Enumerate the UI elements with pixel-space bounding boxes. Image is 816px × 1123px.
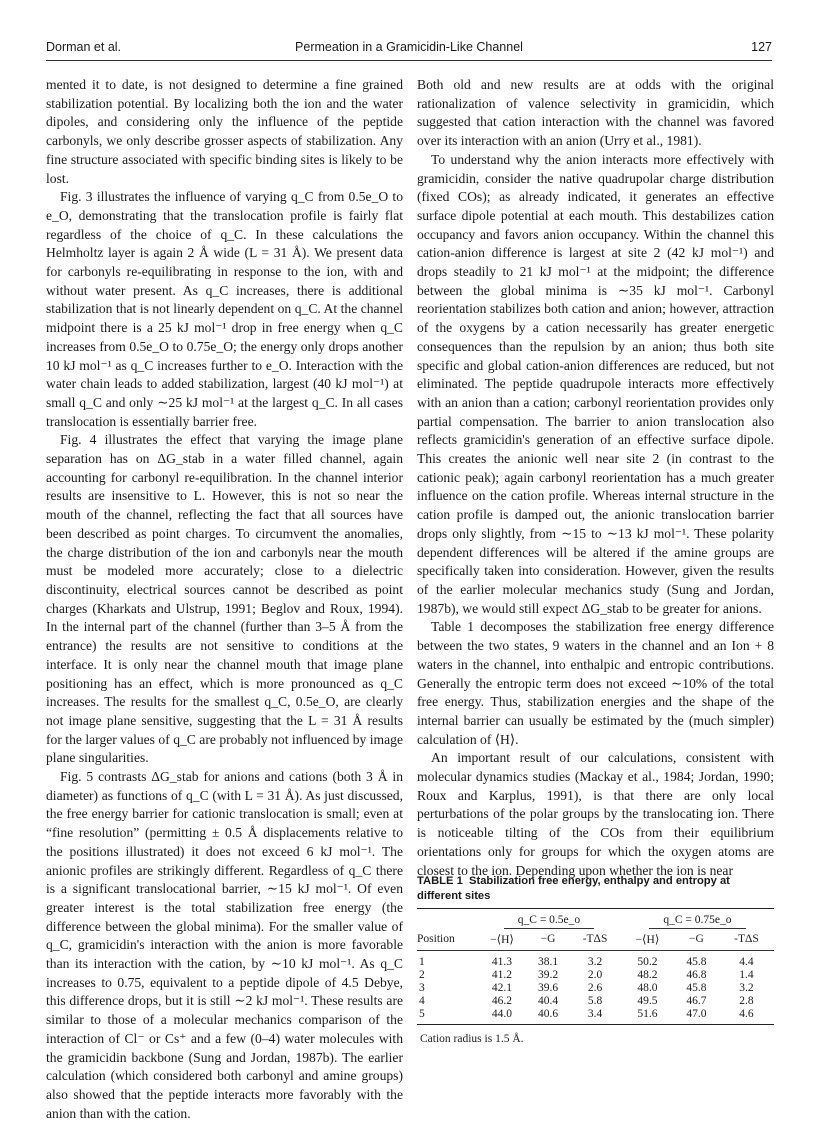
table-group-header-row xyxy=(417,909,774,930)
table-caption-text: Stabilization free energy, enthalpy and entropy at different sites xyxy=(417,875,730,902)
header-authors: Dorman et al. xyxy=(46,40,122,54)
table-header-row xyxy=(417,929,774,951)
column-header: -TΔS xyxy=(719,929,774,951)
table-label: TABLE 1 xyxy=(417,875,463,887)
table-row: 1 41.3 38.1 3.2 50.2 45.8 4.4 xyxy=(419,955,754,968)
table-row: 3 42.1 39.6 2.6 48.0 45.8 3.2 xyxy=(419,981,754,994)
group-header-qc-075: q_C = 0.75e_o xyxy=(621,909,774,930)
table-caption xyxy=(417,874,774,904)
header-title: Permeation in a Gramicidin-Like Channel xyxy=(295,40,523,54)
table-row: 2 41.2 39.2 2.0 48.2 46.8 1.4 xyxy=(419,968,754,981)
running-header xyxy=(46,40,772,58)
paragraph: Both old and new results are at odds with the original rationalization of valence selectivity in gramicidin, which suggested that cation interaction with the channel was favored over its interaction with an anion (Urry et al., 1981). xyxy=(417,77,774,149)
right-column xyxy=(417,76,774,880)
paragraph: Table 1 decomposes the stabilization free energy difference between the two states, 9 waters in the channel and an Ion + 8 waters in the channel, into enthalpic and entropic contributions. Generally the entropic term does not exceed ∼10% of the total free energy. Thus, stabilization energies and the shape of the internal barrier can usually be estimated by the (much simpler) calculation of ⟨H⟩. xyxy=(417,619,774,747)
data-table xyxy=(417,908,774,1025)
header-rule xyxy=(46,60,772,61)
column-header: -TΔS xyxy=(569,929,621,951)
paragraph: Fig. 5 contrasts ΔG_stab for anions and cations (both 3 Å in diameter) as functions of q_C (with L = 31 Å). As just discussed, the free energy barrier for cationic translocation is small; even at “fine resolution” (permitting ± 0.5 Å displacements relative to the positions illustrated) it does not exceed 6 kJ mol⁻¹. The anionic profiles are strikingly different. Regardless of q_C there is a significant translocational barrier, ∼15 kJ mol⁻¹. Of even greater interest is the total stabilization free energy (the difference between the global minima). For the smaller value of q_C, gramicidin's interaction with the anion is more favorable than its interaction with the cation, by ∼10 kJ mol⁻¹. As q_C increases to 0.75, equivalent to a peptide dipole of 4.5 Debye, this difference drops, but it is still ∼2 kJ mol⁻¹. These results are similar to those of a molecular mechanics comparison of the interaction of Cl⁻ or Cs⁺ and a few (0–4) water molecules with the gramicidin backbone (Sung and Jordan, 1987b). The earlier calculation (which considered both carbonyl and amine groups) also showed that the peptide interacts more favorably with the anion than with the cation. xyxy=(46,769,403,1121)
column-header: −⟨H⟩ xyxy=(477,929,527,951)
page-number: 127 xyxy=(751,40,772,54)
paragraph: An important result of our calculations, consistent with molecular dynamics studies (Mackay et al., 1984; Jordan, 1990; Roux and Karplus, 1991), is that there are only local perturbations of the polar groups by the translocating ion. There is noticeable tilting of the COs from their equilibrium orientations only for groups for which the oxygen atoms are closest to the ion. Depending upon whether the ion is near xyxy=(417,750,774,878)
table-row: 5 44.0 40.6 3.4 51.6 47.0 4.6 xyxy=(417,1007,774,1025)
paragraph: Fig. 4 illustrates the effect that varying the image plane separation has on ΔG_stab in a water filled channel, again accounting for carbonyl re-equilibration. In the channel interior results are insensitive to L. However, this is not so near the mouth of the channel, reflecting the fact that all sources have been described as point charges. To circumvent the anomalies, the charge distribution of the ion and carbonyls near the mouth must be modeled more accurately; close to a dielectric discontinuity, electrical sources cannot be described as point charges (Kharkats and Ulstrup, 1991; Beglov and Roux, 1994). In the internal part of the channel (further than 3–5 Å from the entrance) the results are not sensitive to conditions at the interface. It is only near the channel mouth that image plane positioning has an effect, which is more pronounced as q_C increases. The results for the smallest q_C, 0.5e_O, are clearly not image plane sensitive, suggesting that the L = 31 Å results for the larger values of q_C are probably not influenced by image plane singularities. xyxy=(46,432,403,766)
group-header-qc-05: q_C = 0.5e_o xyxy=(477,909,621,930)
column-header: −G xyxy=(674,929,719,951)
paragraph: To understand why the anion interacts more effectively with gramicidin, consider the native quadrupolar charge distribution (fixed COs); as already indicated, it generates an effective surface dipole potential at each mouth. This destabilizes cation occupancy and favors anion occupancy. Within the channel this cation-anion difference is largest at site 2 (42 kJ mol⁻¹) and drops steadily to 21 kJ mol⁻¹ at the midpoint; the difference between the global minima is ∼35 kJ mol⁻¹. Carbonyl reorientation stabilizes both cation and anion; however, attraction of the oxygens by a cation necessarily has greater energetic consequences than the repulsion by an anion; thus both site specific and global cation-anion differences are reduced, but not eliminated. The peptide quadrupole interacts more effectively with an anion than a cation; carbonyl reorientation provides only partial compensation. The barrier to anion translocation also reflects gramicidin's generation of an effective surface dipole. This creates the anionic well near site 2 (in contrast to the cationic peak); again carbonyl reorientation has a much greater influence on the cation profile. Whereas internal structure in the cation profile is damped out, the anionic translocation barrier drops only slightly, from ∼15 to ∼13 kJ mol⁻¹. These polarity dependent differences will be altered if the amine groups are specifically taken into consideration. However, given the results of the earlier molecular mechanics study (Sung and Jordan, 1987b), we would still expect ΔG_stab to be greater for anions. xyxy=(417,151,774,616)
paragraph: Fig. 3 illustrates the influence of varying q_C from 0.5e_O to e_O, demonstrating that the translocation profile is fairly flat regardless of the choice of q_C. In these calculations the Helmholtz layer is again 2 Å wide (L = 31 Å). We present data for carbonyls re-equilibrating in response to the ion, with and without water present. As q_C increases, there is additional stabilization that is not linearly dependent on q_C. At the channel midpoint there is a 25 kJ mol⁻¹ drop in free energy when q_C increases from 0.5e_O to 0.75e_O; the energy only drops another 10 kJ mol⁻¹ as q_C increases further to e_O. Interaction with the water chain leads to added stabilization, largest (40 kJ mol⁻¹) at small q_C and only ∼25 kJ mol⁻¹ at the largest q_C. In all cases translocation is essentially barrier free. xyxy=(46,189,403,429)
column-header: −⟨H⟩ xyxy=(621,929,674,951)
paragraph: mented it to date, is not designed to determine a fine grained stabilization potential. By localizing both the ion and the water dipoles, and considering only the influence of the peptide carbonyls, we only describe grosser aspects of stabilization. Any fine structure associated with specific binding sites is likely to be lost. xyxy=(46,77,403,186)
table-row: 4 46.2 40.4 5.8 49.5 46.7 2.8 xyxy=(419,994,754,1007)
left-column xyxy=(46,76,403,1123)
column-header: −G xyxy=(527,929,569,951)
column-header: Position xyxy=(417,929,477,951)
table-footnote: Cation radius is 1.5 Å. xyxy=(420,1033,524,1045)
